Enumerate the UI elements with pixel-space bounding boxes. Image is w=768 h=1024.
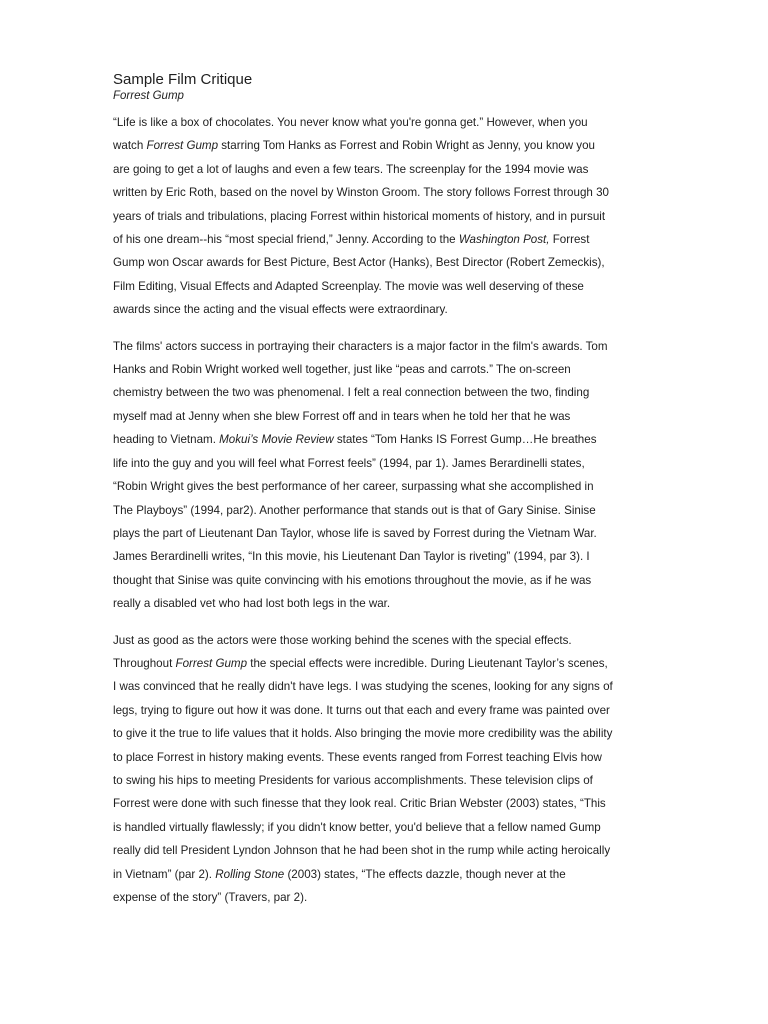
text-run: “Robin Wright gives the best performance of her career, surpassing what she accomplished in [113,480,594,494]
text-run: myself mad at Jenny when she blew Forrest off and in tears when he told her that he was [113,409,571,423]
text-line [113,816,658,839]
text-run: the special effects were incredible. During Lieutenant Taylor’s scenes, [247,656,608,670]
italic-text: Mokui’s Movie Review [219,433,334,447]
text-line [113,428,658,451]
text-line [113,886,658,909]
text-line [113,592,658,615]
text-run: Forrest were done with such finesse that they look real. Critic Brian Webster (2003) states, “This [113,797,606,811]
text-line [113,652,658,675]
text-line [113,499,658,522]
text-run: James Berardinelli writes, “In this movie, his Lieutenant Dan Taylor is riveting” (1994, par 3). I [113,550,590,564]
text-line [113,839,658,862]
text-line [113,746,658,769]
text-run: Hanks and Robin Wright worked well together, just like “peas and carrots.” The on-screen [113,363,571,377]
text-run: are going to get a lot of laughs and even a few tears. The screenplay for the 1994 movie was [113,162,589,176]
text-line [113,569,658,592]
text-run: in Vietnam” (par 2). [113,867,216,881]
text-line [113,381,658,404]
italic-text: Forrest Gump [146,139,219,153]
text-run: chemistry between the two was phenomenal. I felt a real connection between the two, finding [113,386,590,400]
paragraph [113,335,658,616]
text-line [113,699,658,722]
text-run: Film Editing, Visual Effects and Adapted Screenplay. The movie was well deserving of these [113,279,584,293]
text-line [113,358,658,381]
text-run: The films' actors success in portraying their characters is a major factor in the film's awards. Tom [113,339,608,353]
text-run: plays the part of Lieutenant Dan Taylor, whose life is saved by Forrest during the Vietnam War. [113,526,597,540]
text-line [113,405,658,428]
text-run: thought that Sinise was quite convincing with his emotions throughout the movie, as if he was [113,573,592,587]
text-run: expense of the story” (Travers, par 2). [113,891,308,904]
italic-text: Washington Post, [458,233,550,247]
text-line [113,722,658,745]
text-run: heading to Vietnam. [113,433,220,447]
text-run: really a disabled vet who had lost both legs in the war. [113,597,391,611]
italic-text: Forrest Gump [175,656,248,670]
text-line [113,675,658,698]
paragraph [113,629,658,910]
text-run: “Life is like a box of chocolates. You never know what you're gonna get.” However, when you [113,116,588,129]
paragraph-gap [113,616,658,629]
text-run: starring Tom Hanks as Forrest and Robin Wright as Jenny, you know you [218,139,595,153]
document-subtitle: Forrest Gump [113,90,184,102]
text-line [113,863,658,886]
text-run: watch [113,139,147,153]
text-run: to place Forrest in history making events. These events ranged from Forrest teaching Elvis how [113,750,602,764]
text-run: The Playboys” (1994, par2). Another performance that stands out is that of Gary Sinise. Sinise [113,503,596,517]
text-run: states “Tom Hanks IS Forrest Gump…He breathes [333,433,597,447]
text-run: to give it the true to life values that it holds. Also bringing the movie more credibility was the ability [113,727,613,741]
text-line [113,335,658,358]
text-line [113,111,658,134]
text-line [113,228,658,251]
text-line [113,629,658,652]
text-run: written by Eric Roth, based on the novel by Winston Groom. The story follows Forrest through 30 [113,186,609,200]
text-run: life into the guy and you will feel what Forrest feels” (1994, par 1). James Berardinelli states, [113,456,585,470]
text-line [113,134,658,157]
paragraph [113,111,658,322]
text-run: awards since the acting and the visual effects were extraordinary. [113,303,448,317]
text-line [113,769,658,792]
text-run: Gump won Oscar awards for Best Picture, Best Actor (Hanks), Best Director (Robert Zemeckis), [113,256,605,270]
text-run: (2003) states, “The effects dazzle, though never at the [284,867,566,881]
text-line [113,275,658,298]
text-line [113,251,658,274]
text-line [113,298,658,321]
text-run: to swing his hips to meeting Presidents for various accomplishments. These television clips of [113,773,593,787]
text-line [113,545,658,568]
text-run: of his one dream--his “most special friend,” Jenny. According to the [113,233,459,247]
text-run: is handled virtually flawlessly; if you didn't know better, you'd believe that a fellow named Gump [113,820,601,834]
text-line [113,792,658,815]
italic-text: Rolling Stone [215,867,285,881]
document-title: Sample Film Critique [113,71,253,88]
text-run: Just as good as the actors were those working behind the scenes with the special effects. [113,633,572,647]
document-page [113,71,658,909]
text-line [113,205,658,228]
document-body [113,111,658,909]
text-line [113,158,658,181]
text-run: really did tell President Lyndon Johnson that he had been shot in the rump while acting heroically [113,844,611,858]
paragraph-gap [113,322,658,335]
text-line [113,475,658,498]
text-run: legs, trying to figure out how it was done. It turns out that each and every frame was painted over [113,703,610,717]
text-run: Forrest [549,233,590,247]
text-run: years of trials and tribulations, placing Forrest within historical moments of history, and in pursuit [113,209,606,223]
text-line [113,522,658,545]
text-run: I was convinced that he really didn't have legs. I was studying the scenes, looking for any signs of [113,680,613,694]
text-line [113,181,658,204]
text-run: Throughout [113,656,176,670]
text-line [113,452,658,475]
